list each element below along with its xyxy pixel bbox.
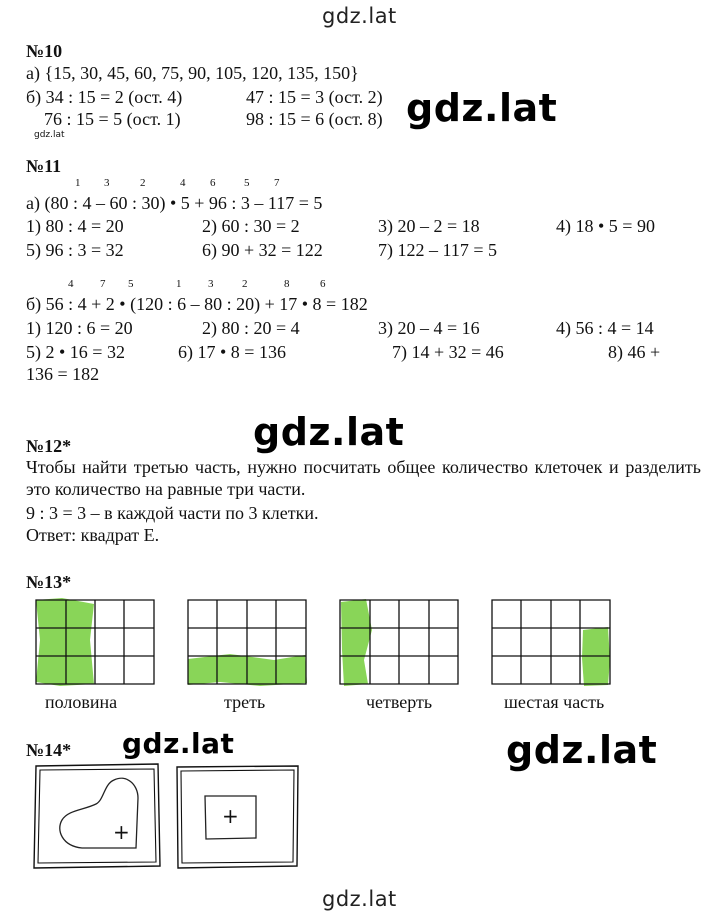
task11-a-step-1: 1) 80 : 4 = 20 [26, 216, 124, 236]
caption-half: половина [45, 692, 118, 712]
task12-answer: Ответ: квадрат Е. [26, 525, 160, 545]
task11-a-order-5: 6 [210, 177, 216, 189]
task11-a-order-7: 7 [274, 177, 280, 189]
task11-b-order-3: 5 [128, 278, 134, 290]
task11-a-order-3: 2 [140, 177, 146, 189]
task11-b-step-4: 4) 56 : 4 = 14 [556, 318, 654, 338]
task11-a-step-4: 4) 18 • 5 = 90 [556, 216, 655, 236]
task11-b-step-6: 6) 17 • 8 = 136 [178, 342, 286, 362]
figure-heart-shape [34, 764, 160, 868]
task11-b-order-2: 7 [100, 278, 106, 290]
task11-b-order-1: 4 [68, 278, 74, 290]
task11-a-order-4: 4 [180, 177, 186, 189]
task11-b-expression: б) 56 : 4 + 2 • (120 : 6 – 80 : 20) + 17 • 8 = 182 [26, 294, 368, 314]
task12-text: Чтобы найти третью часть, нужно посчитать общее количество клеточек и разделить это количество на равные три части. [26, 457, 701, 499]
plus-mark-square: + [222, 804, 239, 828]
task10-b4: 98 : 15 = 6 (ост. 8) [246, 109, 383, 129]
task11-a-expression: а) (80 : 4 – 60 : 30) • 5 + 96 : 3 – 117 = 5 [26, 193, 323, 213]
task11-b-order-5: 3 [208, 278, 214, 290]
task11-b-step-5: 5) 2 • 16 = 32 [26, 342, 125, 362]
task13-number: №13* [26, 572, 72, 592]
task11-b-order-8: 6 [320, 278, 326, 290]
task11-a-step-3: 3) 20 – 2 = 18 [378, 216, 480, 236]
task11-a-order-6: 5 [244, 177, 250, 189]
task11-b-order-6: 2 [242, 278, 248, 290]
task11-a-step-2: 2) 60 : 30 = 2 [202, 216, 300, 236]
task10-number: №10 [26, 41, 63, 61]
task11-b-step-3: 3) 20 – 4 = 16 [378, 318, 480, 338]
task11-b-order-4: 1 [176, 278, 182, 290]
task12-calc: 9 : 3 = 3 – в каждой части по 3 клетки. [26, 503, 319, 523]
task11-b-order-7: 8 [284, 278, 290, 290]
task10-b2: 47 : 15 = 3 (ост. 2) [246, 87, 383, 107]
task11-a-step-5: 5) 96 : 3 = 32 [26, 240, 124, 260]
watermark-big-2: gdz.lat [253, 410, 405, 454]
watermark-tiny: gdz.lat [34, 130, 65, 140]
task11-a-step-7: 7) 122 – 117 = 5 [378, 240, 497, 260]
watermark-bottom: gdz.lat [322, 887, 397, 911]
task11-a-order-1: 1 [75, 177, 81, 189]
task12-number: №12* [26, 436, 72, 456]
task11-b-step-2: 2) 80 : 20 = 4 [202, 318, 300, 338]
task11-b-step-8: 8) 46 + [608, 342, 661, 362]
caption-third: треть [224, 692, 266, 712]
watermark-big-3: gdz.lat [506, 728, 658, 772]
task10-b3: 76 : 15 = 5 (ост. 1) [44, 109, 181, 129]
task10-b1: б) 34 : 15 = 2 (ост. 4) [26, 87, 183, 107]
caption-quarter: четверть [366, 692, 433, 712]
plus-mark-heart: + [113, 820, 130, 844]
task14-number: №14* [26, 740, 72, 760]
task10-part-a: а) {15, 30, 45, 60, 75, 90, 105, 120, 135, 150} [26, 63, 359, 83]
task11-a-order-2: 3 [104, 177, 110, 189]
watermark-big-1: gdz.lat [406, 86, 558, 130]
task11-b-step-7: 7) 14 + 32 = 46 [392, 342, 504, 362]
watermark-top: gdz.lat [322, 4, 397, 28]
task11-a-step-6: 6) 90 + 32 = 122 [202, 240, 323, 260]
watermark-mid-14: gdz.lat [122, 727, 235, 760]
task11-b-step-1: 1) 120 : 6 = 20 [26, 318, 133, 338]
task11-number: №11 [26, 156, 62, 176]
task11-b-step-8-continuation: 136 = 182 [26, 364, 100, 384]
caption-sixth: шестая часть [504, 692, 605, 712]
